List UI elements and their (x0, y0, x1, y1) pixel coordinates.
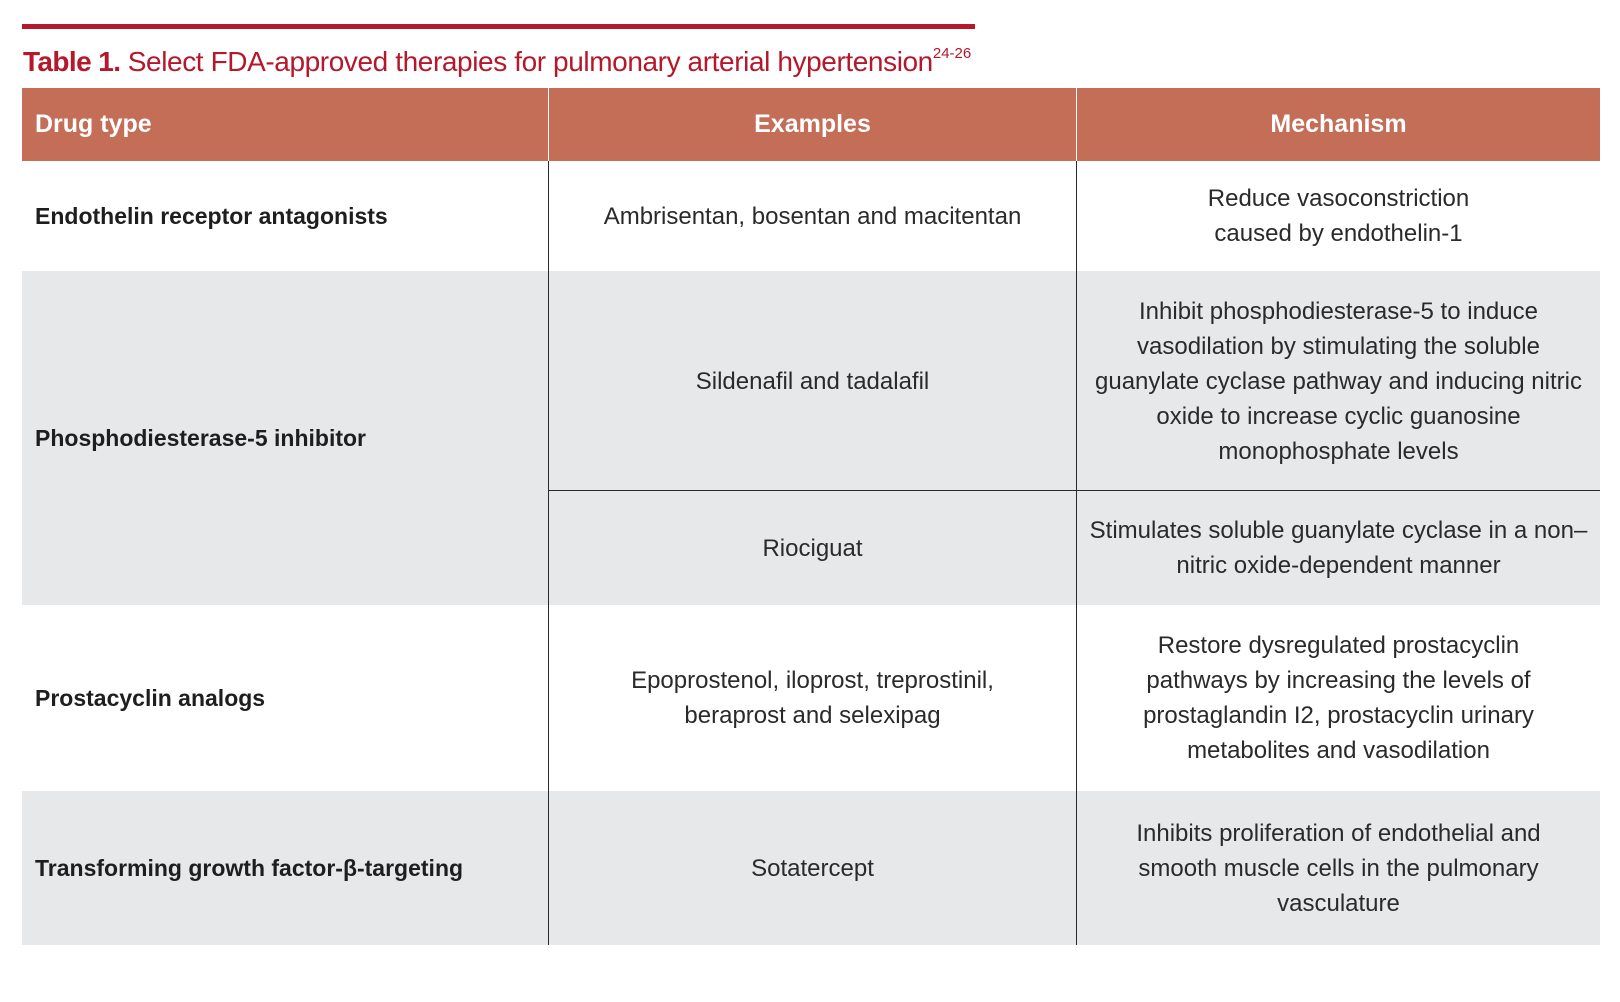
table-cell-examples: Sotatercept (751, 854, 874, 882)
table-cell-examples: Ambrisentan, bosentan and macitentan (603, 202, 1022, 230)
table-cell-drug-type: Transforming growth factor-β-targeting (35, 854, 464, 881)
caption-references: 24-26 (932, 45, 972, 62)
caption-label: Table 1. (23, 46, 121, 77)
column-divider (548, 161, 549, 945)
column-header-drug-type: Drug type (22, 88, 548, 161)
table-cell-drug-type: Endothelin receptor antagonists (35, 202, 388, 229)
table-cell-examples: Riociguat (762, 534, 863, 562)
column-header-examples: Examples (549, 88, 1076, 161)
table-cell-examples: Sildenafil and tadalafil (695, 367, 930, 395)
caption-title: Select FDA-approved therapies for pulmonary arterial hypertension (120, 46, 933, 77)
table-cell-mechanism: Reduce vasoconstriction caused by endothelin-1 (1207, 185, 1470, 247)
column-divider (1076, 161, 1077, 945)
caption-rule (22, 24, 975, 29)
table-cell-mechanism: Inhibits proliferation of endothelial and smooth muscle cells in the pulmonary vasculature (1136, 819, 1541, 917)
table-cell-examples: Epoprostenol, iloprost, treprostinil, beraprost and selexipag (631, 667, 994, 729)
table-cell-mechanism: Inhibit phosphodiesterase-5 to induce vasodilation by stimulating the soluble guanylate cyclase pathway and inducing nitric oxide to increase cyclic guanosine monophosphate levels (1095, 297, 1582, 465)
table-cell-mechanism: Restore dysregulated prostacyclin pathways by increasing the levels of prostaglandin I2, prostacyclin urinary metabolites and vasodilation (1143, 632, 1534, 764)
row-divider (549, 490, 1600, 491)
table-cell-drug-type: Phosphodiesterase-5 inhibitor (35, 424, 366, 451)
table-caption (23, 42, 971, 82)
table-cell-mechanism: Stimulates soluble guanylate cyclase in a non–nitric oxide-dependent manner (1089, 517, 1588, 579)
therapies-table (22, 88, 1600, 980)
column-header-mechanism: Mechanism (1077, 88, 1600, 161)
table-cell-drug-type: Prostacyclin analogs (35, 684, 266, 711)
